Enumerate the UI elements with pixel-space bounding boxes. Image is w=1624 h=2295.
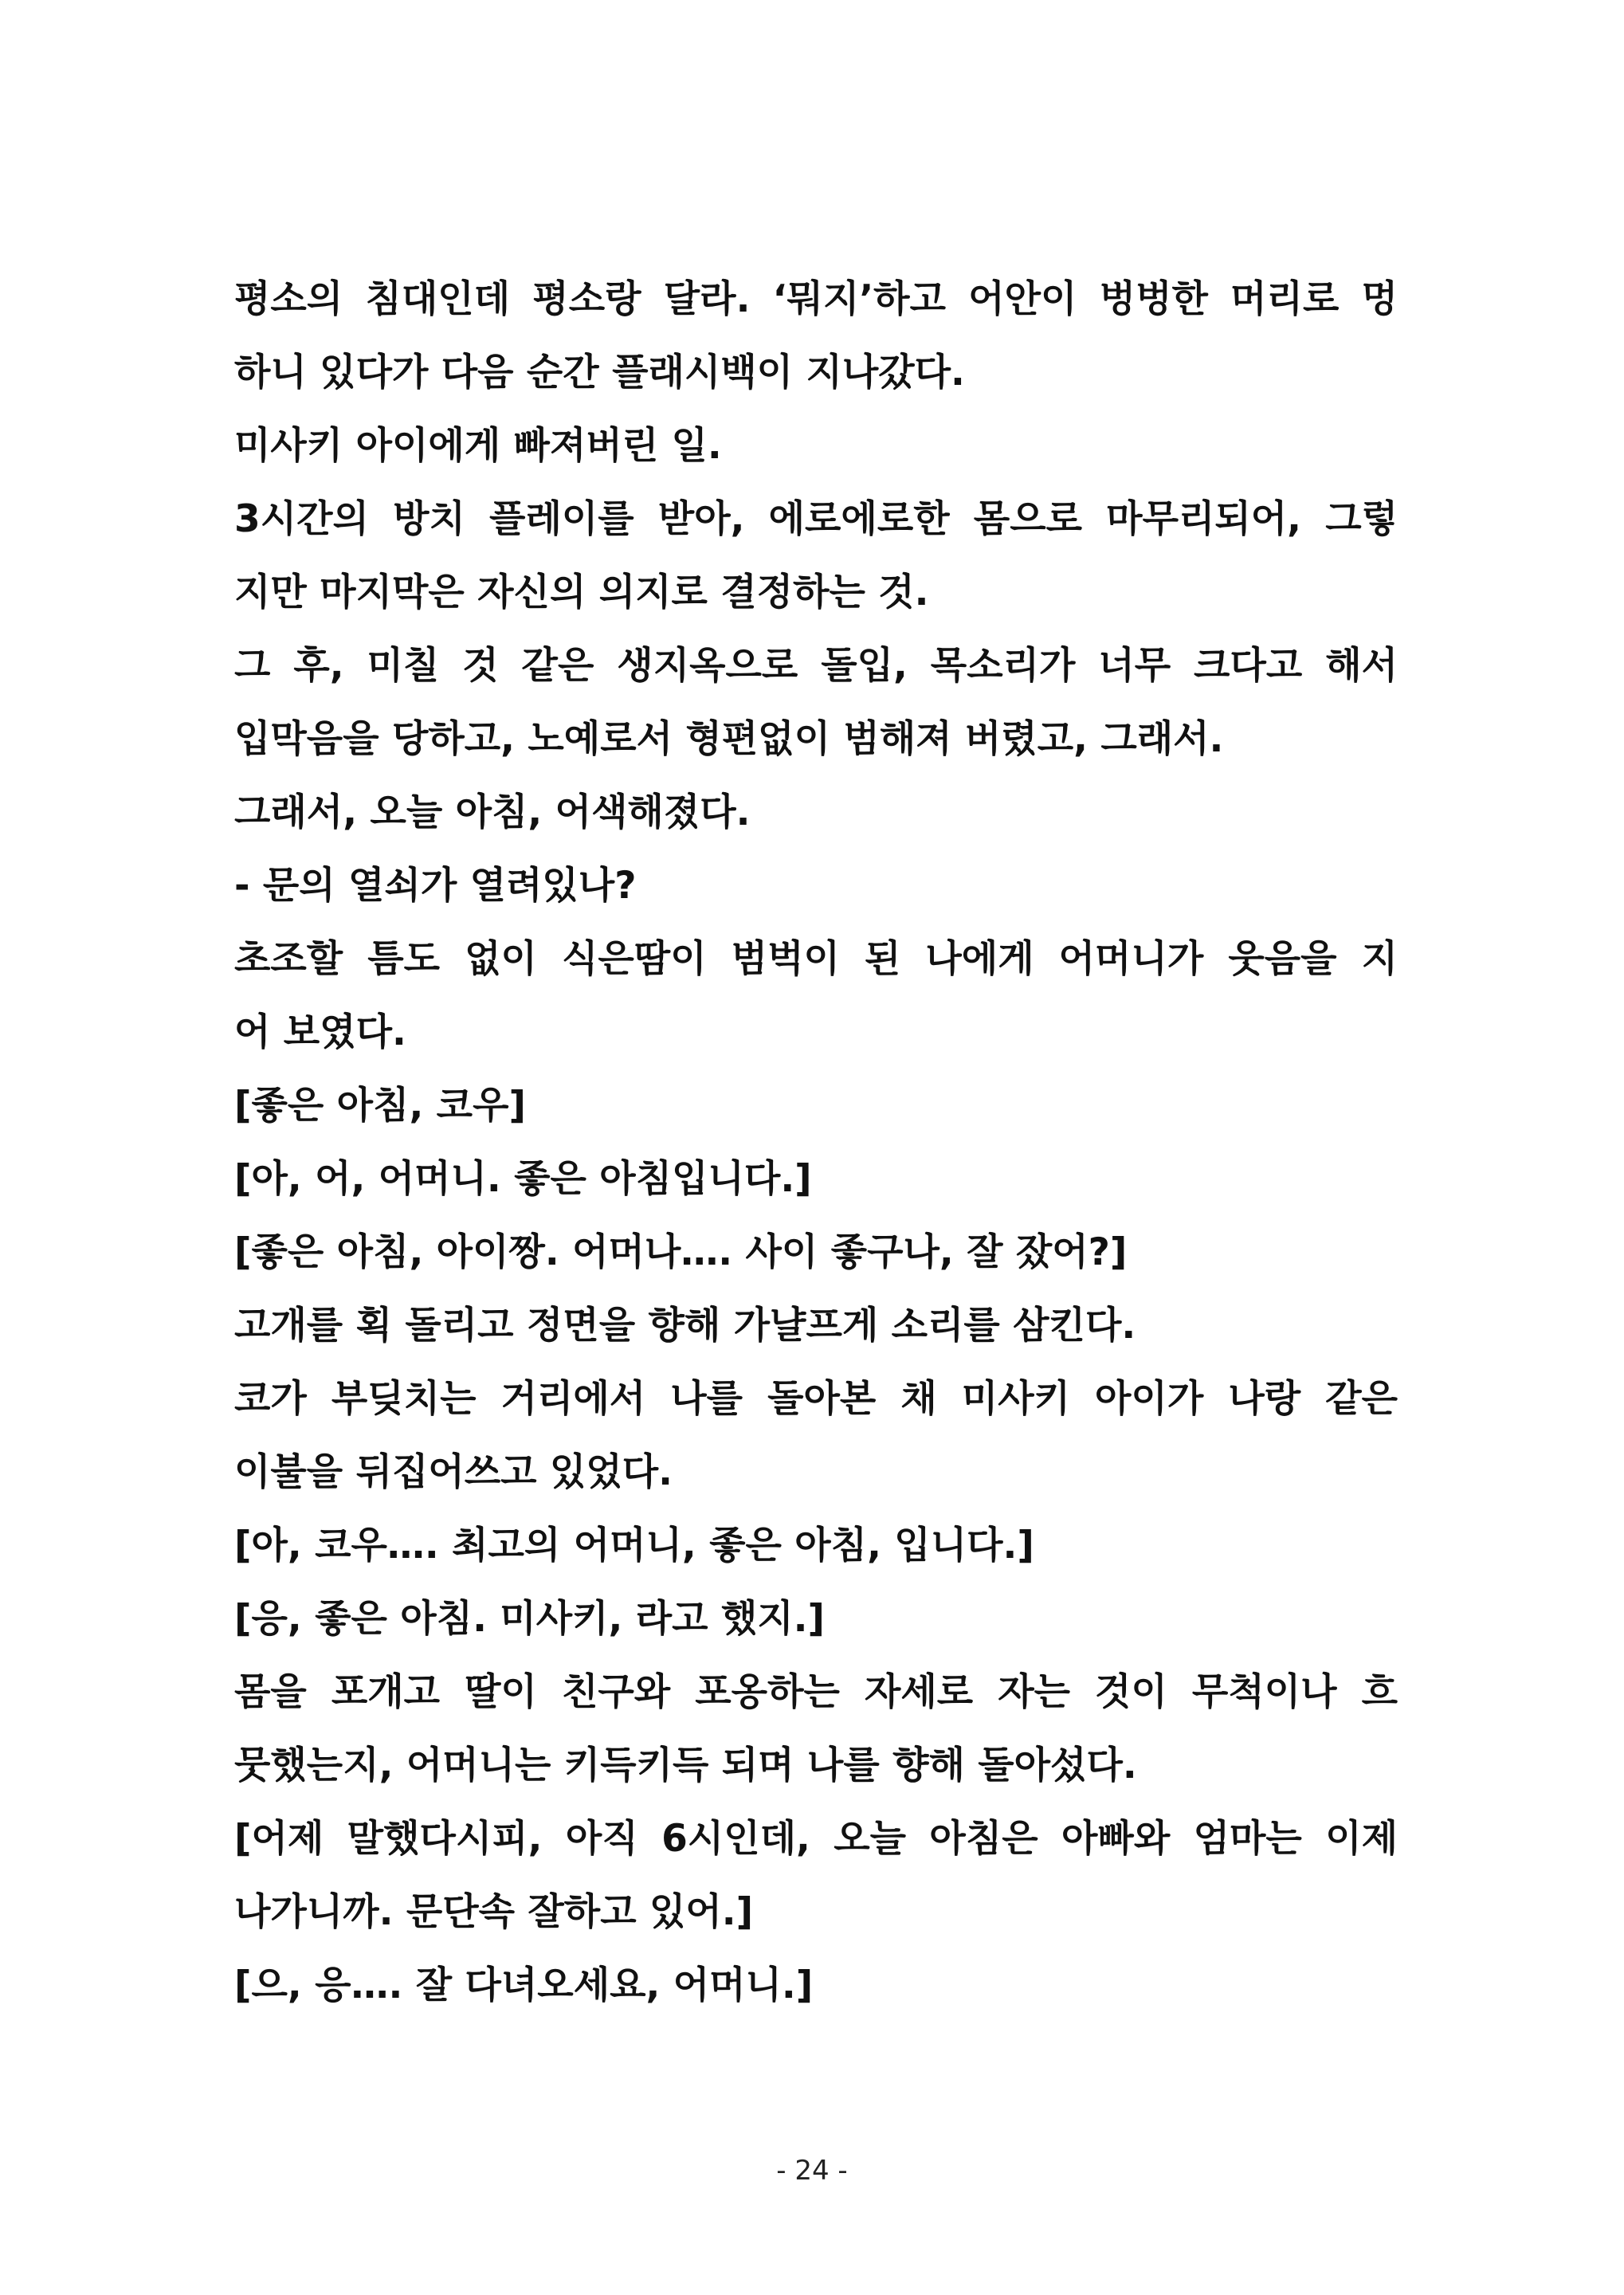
text-line: [좋은 아침, 코우] bbox=[234, 1084, 526, 1128]
text-line: 어 보였다. bbox=[234, 1010, 406, 1054]
text-line: 미사키 아이에게 빠져버린 일. bbox=[234, 424, 722, 468]
text-line: 나가니까. 문단속 잘하고 있어.] bbox=[234, 1890, 754, 1934]
text-line: 3시간의 방치 플레이를 받아, 에로에로한 몸으로 마무리되어, 그렇 bbox=[234, 497, 1398, 541]
text-line: 코가 부딪치는 거리에서 나를 돌아본 채 미사키 아이가 나랑 같은 bbox=[234, 1377, 1398, 1421]
text-line: [좋은 아침, 아이짱. 어머나…. 사이 좋구나, 잘 잤어?] bbox=[234, 1230, 1128, 1274]
text-line: 그래서, 오늘 아침, 어색해졌다. bbox=[234, 790, 751, 834]
text-line: [어제 말했다시피, 아직 6시인데, 오늘 아침은 아빠와 엄마는 이제 bbox=[234, 1817, 1398, 1861]
text-line: 입막음을 당하고, 노예로서 형편없이 범해져 버렸고, 그래서. bbox=[234, 717, 1224, 761]
text-line: 초조할 틈도 없이 식은땀이 범벅이 된 나에게 어머니가 웃음을 지 bbox=[234, 937, 1398, 981]
text-line: 그 후, 미칠 것 같은 생지옥으로 돌입, 목소리가 너무 크다고 해서 bbox=[234, 644, 1398, 688]
body-text bbox=[234, 263, 1398, 2022]
text-line: - 문의 열쇠가 열려있나? bbox=[234, 864, 637, 908]
text-line: 평소의 침대인데 평소랑 달라. ‘뭐지’하고 어안이 벙벙한 머리로 멍 bbox=[234, 277, 1398, 321]
text-line: [아, 어, 어머니. 좋은 아침입니다.] bbox=[234, 1157, 812, 1201]
text-line: 뭇했는지, 어머니는 키득키득 되며 나를 향해 돌아섰다. bbox=[234, 1744, 1137, 1787]
text-line: 고개를 획 돌리고 정면을 향해 가냘프게 소리를 삼킨다. bbox=[234, 1304, 1136, 1348]
text-line: 지만 마지막은 자신의 의지로 결정하는 것. bbox=[234, 571, 929, 614]
text-line: [응, 좋은 아침. 미사키, 라고 했지.] bbox=[234, 1597, 826, 1641]
page-number: - 24 - bbox=[776, 2155, 848, 2187]
text-line: [아, 코우…. 최고의 어머니, 좋은 아침, 입니다.] bbox=[234, 1524, 1034, 1567]
text-line: 몸을 포개고 딸이 친구와 포옹하는 자세로 자는 것이 무척이나 흐 bbox=[234, 1670, 1398, 1714]
text-line: 하니 있다가 다음 순간 플래시백이 지나갔다. bbox=[234, 351, 965, 394]
text-line: 이불을 뒤집어쓰고 있었다. bbox=[234, 1450, 673, 1494]
text-line: [으, 응…. 잘 다녀오세요, 어머니.] bbox=[234, 1964, 814, 2007]
